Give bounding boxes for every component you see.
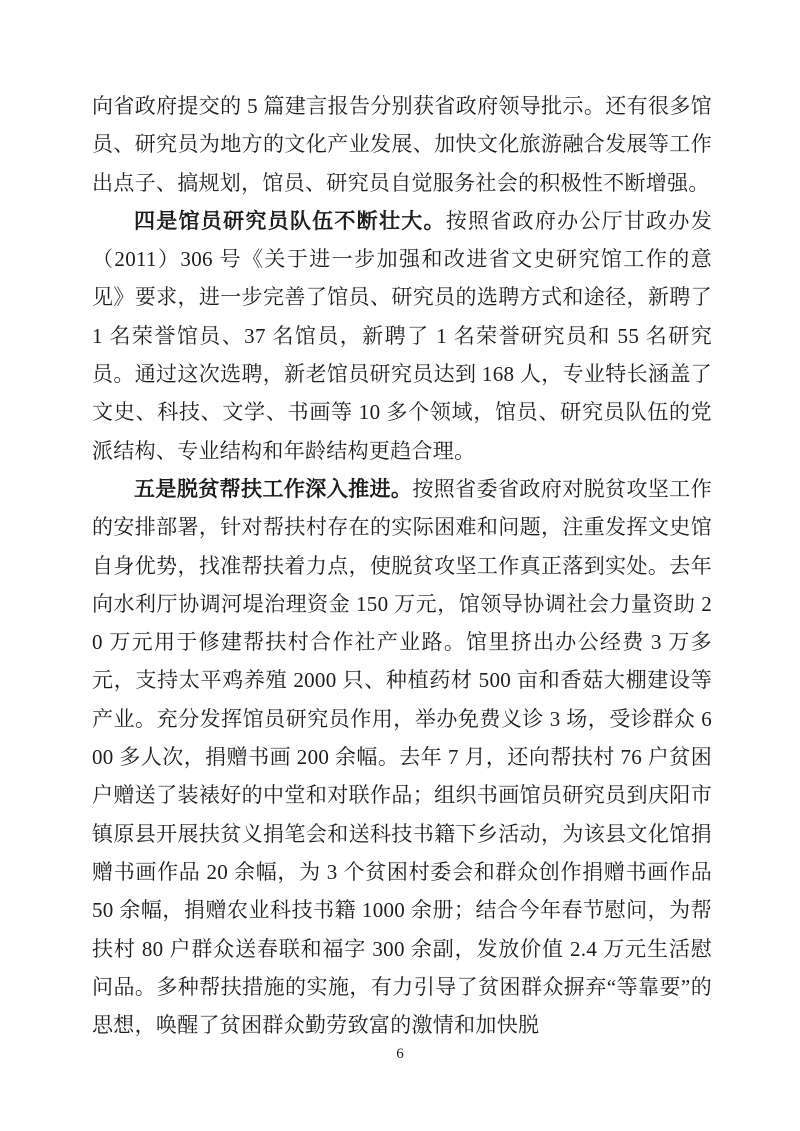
paragraph-text: 按照省委省政府对脱贫攻坚工作的安排部署，针对帮扶村存在的实际困难和问题，注重发挥文史馆自身优势，找准帮扶着力点，使脱贫攻坚工作真正落到实处。去年向水利厅协调河堤治理资金 150 万元，馆领导协调社会力量资助 20 万元用于修建帮扶村合作社产业路。馆里挤出办公经费 3 万多元，支持太平鸡养殖 2000 只、种植药材 500 亩和香菇大棚建设等产业。充分发挥馆员研究员作用，举办免费义诊 3 场，受诊群众 600 多人次，捐赠书画 200 余幅。去年 7 月，还向帮扶村 76 户贫困户赠送了装裱好的中堂和对联作品；组织书画馆员研究员到庆阳市镇原县开展扶贫义捐笔会和送科技书籍下乡活动，为该县文化馆捐赠书画作品 20 余幅，为 3 个贫困村委会和群众创作捐赠书画作品 50 余幅，捐赠农业科技书籍 1000 余册；结合今年春节慰问，为帮扶村 80 户群众送春联和福字 300 余副，发放价值 2.4 万元生活慰问品。多种帮扶措施的实施，有力引导了贫困群众摒弃“等靠要”的思想，唤醒了贫困群众勤劳致富的激情和加快脱 bbox=[92, 476, 713, 1038]
paragraph-text: 向省政府提交的 5 篇建言报告分别获省政府领导批示。还有很多馆员、研究员为地方的文化产业发展、加快文化旅游融合发展等工作出点子、搞规划，馆员、研究员自觉服务社会的积极性不断增强。 bbox=[92, 94, 712, 195]
paragraph-lead: 四是馆员研究员队伍不断壮大。 bbox=[134, 208, 446, 233]
paragraph-lead: 五是脱贫帮扶工作深入推进。 bbox=[134, 476, 413, 501]
paragraph-item-five bbox=[92, 470, 712, 1044]
page-number: 6 bbox=[396, 1046, 404, 1062]
paragraph-text: 按照省政府办公厅甘政办发（2011）306 号《关于进一步加强和改进省文史研究馆工作的意见》要求，进一步完善了馆员、研究员的选聘方式和途径，新聘了 1 名荣誉馆员、37 名馆员，新聘了 1 名荣誉研究员和 55 名研究员。通过这次选聘，新老馆员研究员达到 168 人，专业特长涵盖了文史、科技、文学、书画等 10 多个领域，馆员、研究员队伍的党派结构、专业结构和年龄结构更趋合理。 bbox=[92, 208, 712, 463]
paragraph-item-four bbox=[92, 202, 712, 470]
document-body bbox=[92, 87, 712, 1044]
paragraph-continuation bbox=[92, 87, 712, 202]
